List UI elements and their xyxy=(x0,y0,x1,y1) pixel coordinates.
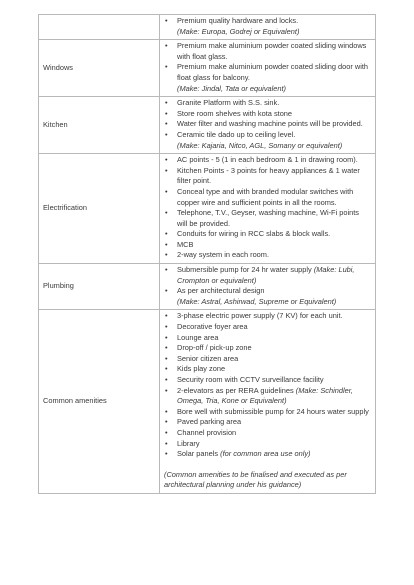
bullet-icon: • xyxy=(165,108,168,118)
list-item xyxy=(164,130,371,151)
bullet-icon: • xyxy=(165,62,168,72)
list-item xyxy=(164,364,371,375)
bullet-icon: • xyxy=(165,385,168,395)
list-item xyxy=(164,265,371,286)
item-text: Telephone, T.V., Geyser, washing machine, Wi-Fi points will be provided. xyxy=(177,208,359,228)
list-item xyxy=(164,109,371,120)
list-item xyxy=(164,16,371,37)
list-item xyxy=(164,417,371,428)
item-text: Conceal type and with branded modular switches with copper wire and sufficient points in all the rooms. xyxy=(177,186,354,207)
bullet-icon: • xyxy=(165,165,168,175)
bullet-icon: • xyxy=(165,343,168,353)
spec-row xyxy=(39,97,376,154)
list-item xyxy=(164,333,371,344)
items-cell xyxy=(160,310,376,494)
item-make-note: (Make: Schindler, Omega, Tria, Kone or Equivalent) xyxy=(177,385,353,406)
spec-row xyxy=(39,264,376,310)
bullet-icon: • xyxy=(165,322,168,332)
bullet-icon: • xyxy=(165,353,168,363)
items-cell xyxy=(160,40,376,97)
item-text: Premium make aluminium powder coated sliding door with float glass for balcony. xyxy=(177,62,369,82)
item-text: Granite Platform with S.S. sink. xyxy=(177,98,280,108)
item-text: 3-phase electric power supply (7 KV) for each unit. xyxy=(177,311,343,321)
list-item xyxy=(164,439,371,450)
item-text: Kitchen Points - 3 points for heavy appliances & 1 water filter point. xyxy=(177,165,360,186)
list-item xyxy=(164,208,371,229)
item-text: Library xyxy=(177,438,200,448)
category-cell: Windows xyxy=(39,40,160,97)
bullet-icon: • xyxy=(165,16,168,25)
item-list xyxy=(164,311,371,459)
list-item xyxy=(164,428,371,439)
item-text: Conduits for wiring in RCC slabs & block walls. xyxy=(177,229,331,239)
item-text: Senior citizen area xyxy=(177,353,239,363)
amenities-footnote: (Common amenities to be finalised and executed as per architectural planning under his guidance) xyxy=(164,469,347,490)
item-text: Channel provision xyxy=(177,427,237,437)
spec-row xyxy=(39,15,376,40)
items-cell xyxy=(160,264,376,310)
item-list xyxy=(164,155,371,261)
category-cell: Plumbing xyxy=(39,264,160,310)
item-text: Lounge area xyxy=(177,332,219,342)
item-make-note: (Make: Jindal, Tata or equivalent) xyxy=(177,83,287,93)
specification-table-body xyxy=(39,15,376,494)
list-item xyxy=(164,98,371,109)
category-cell: Electrification xyxy=(39,154,160,264)
list-item xyxy=(164,119,371,130)
list-item xyxy=(164,155,371,166)
item-make-note: (Make: Europa, Godrej or Equivalent) xyxy=(177,26,300,36)
list-item xyxy=(164,322,371,333)
list-item xyxy=(164,407,371,418)
list-item xyxy=(164,187,371,208)
bullet-icon: • xyxy=(165,186,168,196)
item-text: As per architectural design xyxy=(177,286,265,296)
bullet-icon: • xyxy=(165,332,168,342)
items-cell xyxy=(160,97,376,154)
item-text: Store room shelves with kota stone xyxy=(177,108,293,118)
item-list xyxy=(164,98,371,151)
list-item xyxy=(164,286,371,307)
spec-row xyxy=(39,40,376,97)
item-text: Bore well with submissible pump for 24 hours water supply xyxy=(177,406,369,416)
bullet-icon: • xyxy=(165,239,168,249)
item-text: 2-elevators as per RERA guidelines xyxy=(177,385,294,395)
list-item xyxy=(164,386,371,407)
bullet-icon: • xyxy=(165,119,168,129)
bullet-icon: • xyxy=(165,250,168,260)
bullet-icon: • xyxy=(165,155,168,165)
item-text: Security room with CCTV surveillance facility xyxy=(177,375,324,384)
list-item xyxy=(164,354,371,365)
category-cell: Kitchen xyxy=(39,97,160,154)
bullet-icon: • xyxy=(165,375,168,384)
list-item xyxy=(164,41,371,62)
bullet-icon: • xyxy=(165,438,168,448)
bullet-icon: • xyxy=(165,265,168,275)
bullet-icon: • xyxy=(165,129,168,139)
item-text: Premium make aluminium powder coated sliding windows with float glass. xyxy=(177,41,367,61)
items-cell xyxy=(160,15,376,40)
bullet-icon: • xyxy=(165,427,168,437)
item-text: Ceramic tile dado up to ceiling level. xyxy=(177,129,296,139)
specification-table xyxy=(38,14,376,494)
list-item xyxy=(164,343,371,354)
bullet-icon: • xyxy=(165,41,168,51)
bullet-icon: • xyxy=(165,311,168,321)
spec-row xyxy=(39,310,376,494)
item-text: Decorative foyer area xyxy=(177,322,248,332)
item-make-note: (Make: Lubi, Crompton or equivalent) xyxy=(177,265,355,285)
spec-row xyxy=(39,154,376,264)
item-text: Water filter and washing machine points will be provided. xyxy=(177,119,363,129)
item-make-note: (for common area use only) xyxy=(220,449,311,459)
item-make-note: (Make: Astral, Ashirwad, Supreme or Equivalent) xyxy=(177,296,337,306)
item-text: AC points - 5 (1 in each bedroom & 1 in drawing room). xyxy=(177,155,358,165)
bullet-icon: • xyxy=(165,417,168,427)
bullet-icon: • xyxy=(165,98,168,108)
item-list xyxy=(164,265,371,307)
list-item xyxy=(164,229,371,240)
item-text: Drop-off / pick-up zone xyxy=(177,343,252,353)
items-cell xyxy=(160,154,376,264)
item-text: Premium quality hardware and locks. xyxy=(177,16,299,25)
category-cell: Common amenities xyxy=(39,310,160,494)
list-item xyxy=(164,311,371,322)
item-make-note: (Make: Kajaria, Nitco, AGL, Somany or equivalent) xyxy=(177,140,343,150)
item-text: 2-way system in each room. xyxy=(177,250,270,260)
bullet-icon: • xyxy=(165,449,168,459)
item-text: Kids play zone xyxy=(177,364,226,374)
list-item xyxy=(164,166,371,187)
list-item xyxy=(164,250,371,261)
item-list xyxy=(164,41,371,94)
list-item xyxy=(164,449,371,460)
bullet-icon: • xyxy=(165,406,168,416)
item-text: Submersible pump for 24 hr water supply xyxy=(177,265,312,275)
bullet-icon: • xyxy=(165,229,168,239)
item-text: Paved parking area xyxy=(177,417,242,427)
bullet-icon: • xyxy=(165,364,168,374)
list-item xyxy=(164,375,371,386)
item-text: MCB xyxy=(177,239,194,249)
bullet-icon: • xyxy=(165,286,168,296)
list-item xyxy=(164,62,371,94)
list-item xyxy=(164,240,371,251)
item-text: Solar panels xyxy=(177,449,219,459)
item-list xyxy=(164,16,371,37)
category-cell xyxy=(39,15,160,40)
bullet-icon: • xyxy=(165,208,168,218)
